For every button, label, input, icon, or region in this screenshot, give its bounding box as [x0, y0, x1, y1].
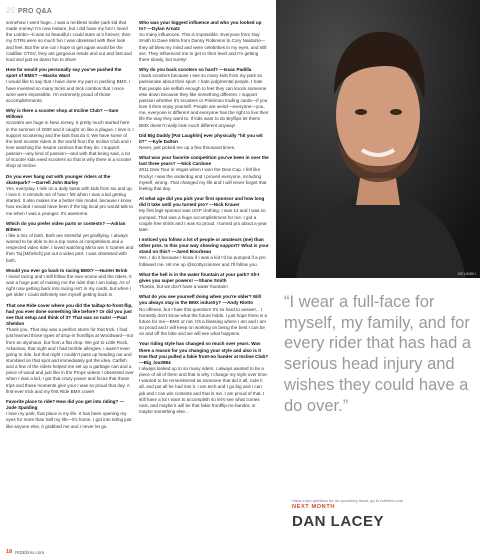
question-text: I noticed you follow a lot of people or amateurs (me) than other pros. Is this your way showing support? What is your stand on this? —Jared Bourbeau [139, 237, 269, 255]
question-text: Why is there a scooter shop at Incline Club? —Sam Willows [6, 108, 119, 120]
qa-item [6, 303, 134, 395]
answer-text: Yes, everyday. I ride on a daily basis with kids from six and up. I love it. It reminds me of how I felt when I was a kid getting started. It also makes me a better role model, because I know how excited I would have been if the big local pro would talk to me when I was a younger. It's awesome. [6, 185, 133, 216]
answer-text: somehow I went huge...I was a reckless trailer park kid that made money! I'm now mature, but I did have my fun! I loved the Lambo—it was so beautiful I could stare at it forever, then my GTRs were so much fun I was obsessed with their look and feel. But the one car I hope to get again would be the Cadillac CTSV; they are gorgeous inside and out and fast and loud and just so damn fun to drive! [6, 20, 132, 62]
question-text: Do you ever hang out with younger riders at the skatepark? —Darrell John Barley [6, 173, 111, 185]
qa-item [6, 174, 134, 217]
qa-item [6, 67, 134, 104]
qa-item [6, 399, 134, 430]
question-text: That one Ride cover where you did the tailtap-to-front-flip, had you ever done something like before? Or did you just see that setup and think of it? That was so nuts! —Paul Sheldon [6, 302, 133, 327]
question-text: What do you see yourself doing when you're older? Will you always stay in the BMX industry? —Andy Riotto [139, 294, 262, 306]
question-text: Your riding style has changed so much over years. Was there a reason for you changing your style and also is it true that you pulled a fakie front-no hander at Incline Club? —Big_lou3984 [139, 341, 269, 365]
page-footer [6, 549, 44, 555]
section-title: PRO Q&A [17, 7, 52, 15]
answer-text: My first legit sponsor was UGP clothing. I was 14 and I was so pumped. That was a huge accomplishment for me. I got a couple free shirts and I was so proud. I turned pro about a year later. [139, 208, 267, 232]
qa-item [6, 20, 134, 63]
answer-text: I like a mix of both. Both are stressful yet gratifying. I always wanted to be able to be a top name at competitions and a respected video rider. I loved watching Mirra win X Games and then Taj [Mihelich] put out a video part. I was obsessed with both. [6, 233, 134, 263]
qa-item [139, 133, 269, 151]
next-month-name: DAN LACEY [292, 513, 385, 530]
question-text: Why do you back scooters so hard? —Issac Padilla [139, 67, 252, 73]
answer-text: Thank you. That day was a perfect storm for that trick. I had just learned those types of drop-in frontflips at Woodward—not from an alyuhaus, but from a flat drop. We got to Little Rock, Arkansas, that night and I had terrible allergies. I wasn't even going to ride, but that night I couldn't pass up heading out and stumbled on that spot and immediately got the idea. Catfish and a few of the riders helped me set up a garbage can and a piece of wood and just like in the Props videos I obsessed over when I was a kid, I got that crazy power and focus that those trips and those moments give you! I was so proud that day. A first-ever trick and my first Ride BMX cover! [6, 327, 134, 394]
qa-item [139, 155, 269, 192]
qa-item [139, 67, 269, 129]
photo-credit: ZIELINSKI [457, 272, 476, 276]
answer-text: No offense, but I hate this question! It's so hard to answer... I honestly don't know what the future holds. I just hope there is a future for me—BMX or not. It's a blessing where I am and I am so proud and I will keep on working on being the best I can be on and off the bike and we will see what happens. [139, 306, 268, 337]
qa-item [139, 237, 269, 268]
answer-text: I back scooters because I see so many kids from my park so passionate about their sport. I hate judgmental people. I hate that people are selfish enough to feel they can knock someone else down because they like something different. I support passion whether it's scooters or Pokémon trading cards—if you love it then enjoy yourself. People are weird—everyone—you, me, everyone is different and everyone has the right to live their life the way they want to. If kids want to do Bryflips let them! BMX doesn't really look much different anyway! [139, 73, 269, 128]
answer-text: Thanks, but we don't have a water fountain! [139, 284, 228, 290]
question-text: How far would you personally say you've pushed the sport of BMX? —Macks Ward [6, 67, 122, 79]
question-text: Did Big Daddy [Pat Laughlin] ever physically "hit you wit it?" —Kyle Dalton [139, 132, 263, 144]
answer-text: I would like to say that I have done my part in pushing BMX. I have invented so many tricks and trick combos that I once wore were impossible. I'm extremely proud of those accomplishments. [6, 79, 131, 103]
answer-text: Never, just picked me up a few thousand times. [139, 144, 236, 150]
question-promo: Have a pro question for an upcoming issue, go to ridebmx.com [292, 498, 404, 503]
left-column [6, 20, 134, 434]
question-text: What was your favorite competition you've been in over the last three years? —Nick Cardone [139, 155, 269, 167]
qa-item [139, 341, 269, 415]
pull-quote: “I wear a full-face for myself, my family, and for every rider that has had a serious head injury and wishes they could have a do over.” [284, 293, 472, 415]
question-text: Who was your biggest influence and who you looked up to? —Dylan Arnatz [139, 20, 262, 32]
rider-portrait [276, 0, 480, 278]
answer-text: I loved racing and I still follow the race scene and the riders. It was a huge part of making me the rider that I am today. As of right now getting back into racing isn't in my cards, but when I get older I could definitely see myself getting back in. [6, 273, 132, 298]
answer-text: Yes, I do it because I know if I was a kid I'd be pumped if a pro followed me. Hit me up @scottycranmer and I'll follow you. [139, 255, 266, 267]
question-text: Favorite place to ride? How did you get into riding? —Jude Spalding [6, 398, 125, 411]
site-url: RIDEbmx.com [15, 549, 45, 555]
qa-item [139, 20, 269, 63]
qa-item [139, 272, 269, 290]
qa-item [6, 268, 134, 299]
qa-item [6, 221, 134, 264]
page-number: 18 [6, 549, 13, 555]
right-column [139, 20, 269, 419]
question-text: What the hell is in the water fountain at your park? Sh-t gives you super powers! —Shane Smith [139, 271, 260, 283]
answer-text: 2011 Dew Tour in Vegas when I won the Dew Cup. I felt like Rocky! I was the underdog and I proved everyone, including myself, wrong. That changed my life and I will never forget that feeling that day. [139, 167, 267, 191]
section-header [6, 5, 52, 17]
qa-item [139, 294, 269, 337]
question-text: Would you ever go back to racing BMX? —Hunter Brink [6, 267, 128, 273]
answer-text: So many influences. This is impossible. Everyone from Day Smith to Dave Mirra from Danny Robinson to Cory Nastazio—they all blew my mind and were celebrities in my eyes, and still are. They influenced me to get to their level and I'm getting there slowly, but surely! [139, 32, 267, 62]
qa-item [6, 108, 134, 170]
portrait-illustration [276, 0, 480, 278]
next-month-block [292, 498, 472, 530]
question-text: At what age did you pick your first sponsor and how long did it take until you turned pro? —Nick Krauer [139, 196, 265, 208]
answer-text: I love my park, that place is my life. It has been opening my eyes for more than half my life—it's home. I got into riding just like anyone else, it grabbed me and I never let go. [6, 411, 132, 429]
answer-text: I always looked up to so many riders. I always wanted to be a piece of all of them and that is why I change my style over time. I wanted to be remembered as someone that did it all, rode it all, and put all he had into it. I am tech and I go big and I can jab and I can win contests and that is me. I am proud of that. I still have a lot I want to accomplish so let's see what comes next, and maybe it will be that fakie frontflip-no-hander, or maybe something else... [139, 365, 268, 415]
question-text: Which do you prefer video parts or contests? —Adrian Bittern [6, 220, 126, 232]
answer-text: Scooters are huge in New Jersey. It pretty much started here in the summer of 2000 and it caught on like a plague. I love it. I support scootering and the kids that do it. We have some of the best scooter riders in the world from the Incline Club and I love watching the insane combos that they do. I support passion—any kind of passion—and with that being said, a lot of scooter kids need scooters so that is why there is a scooter shop at Incline. [6, 120, 134, 169]
qa-item [139, 196, 269, 233]
next-month-label: NEXT MONTH [292, 504, 335, 510]
header-number: 20 [6, 6, 15, 15]
